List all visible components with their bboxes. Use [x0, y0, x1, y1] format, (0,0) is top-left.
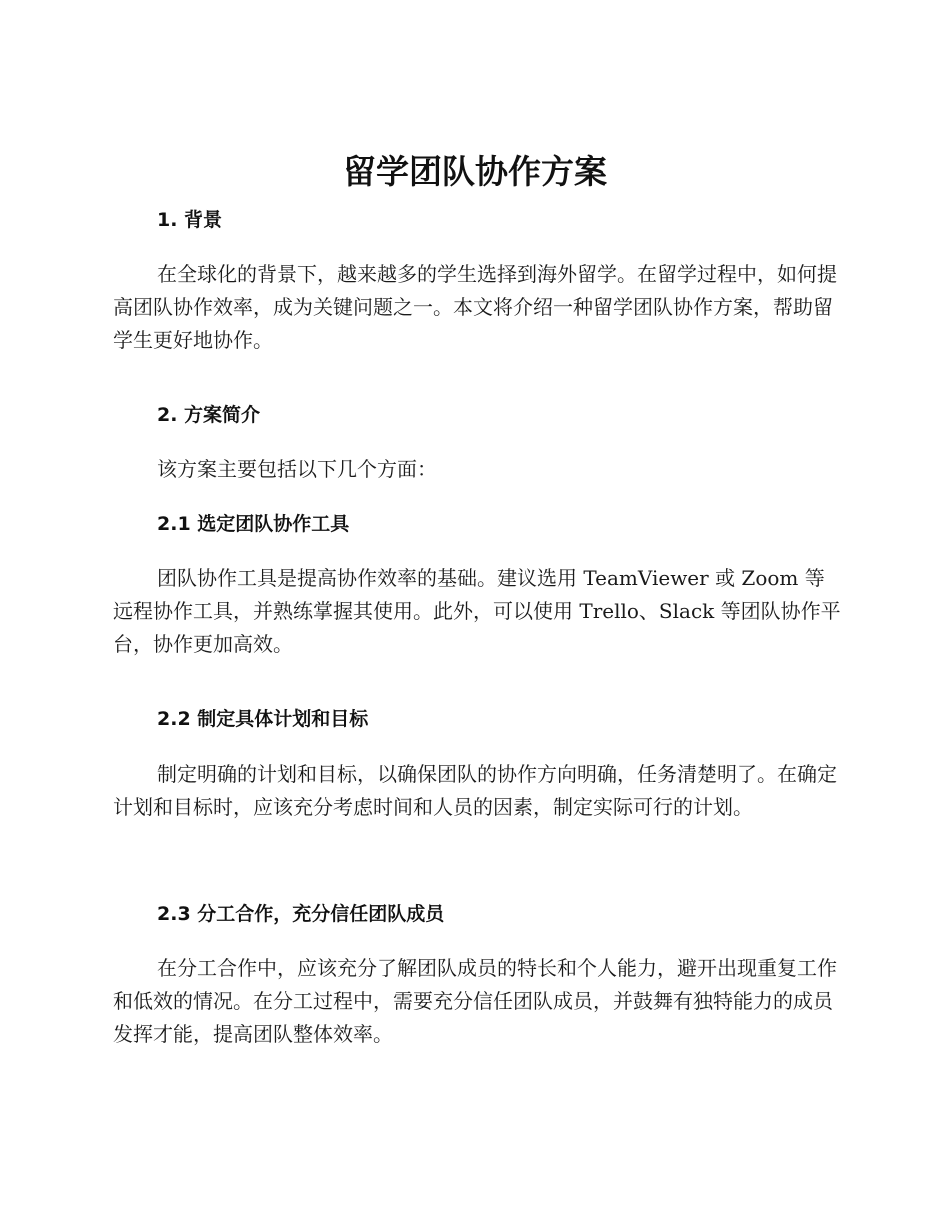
- section-heading-overview: 2. 方案简介: [157, 404, 261, 426]
- paragraph-tools: 团队协作工具是提高协作效率的基础。建议选用 TeamViewer 或 Zoom 等远程协作工具，并熟练掌握其使用。此外，可以使用 Trello、Slack 等团队协作平台，协作更加高效。: [113, 566, 841, 656]
- section-heading-background: 1. 背景: [157, 209, 223, 231]
- paragraph-plan: 制定明确的计划和目标，以确保团队的协作方向明确，任务清楚明了。在确定计划和目标时，应该充分考虑时间和人员的因素，制定实际可行的计划。: [113, 762, 837, 819]
- document-title: 留学团队协作方案: [343, 152, 607, 191]
- paragraph-overview: 该方案主要包括以下几个方面：: [157, 457, 437, 481]
- section-heading-plan: 2.2 制定具体计划和目标: [157, 708, 369, 730]
- paragraph-background: 在全球化的背景下，越来越多的学生选择到海外留学。在留学过程中，如何提高团队协作效率，成为关键问题之一。本文将介绍一种留学团队协作方案，帮助留学生更好地协作。: [113, 262, 837, 352]
- section-heading-tools: 2.1 选定团队协作工具: [157, 513, 350, 535]
- section-heading-division: 2.3 分工合作，充分信任团队成员: [157, 903, 445, 925]
- paragraph-division: 在分工合作中，应该充分了解团队成员的特长和个人能力，避开出现重复工作和低效的情况。在分工过程中，需要充分信任团队成员，并鼓舞有独特能力的成员发挥才能，提高团队整体效率。: [113, 956, 837, 1046]
